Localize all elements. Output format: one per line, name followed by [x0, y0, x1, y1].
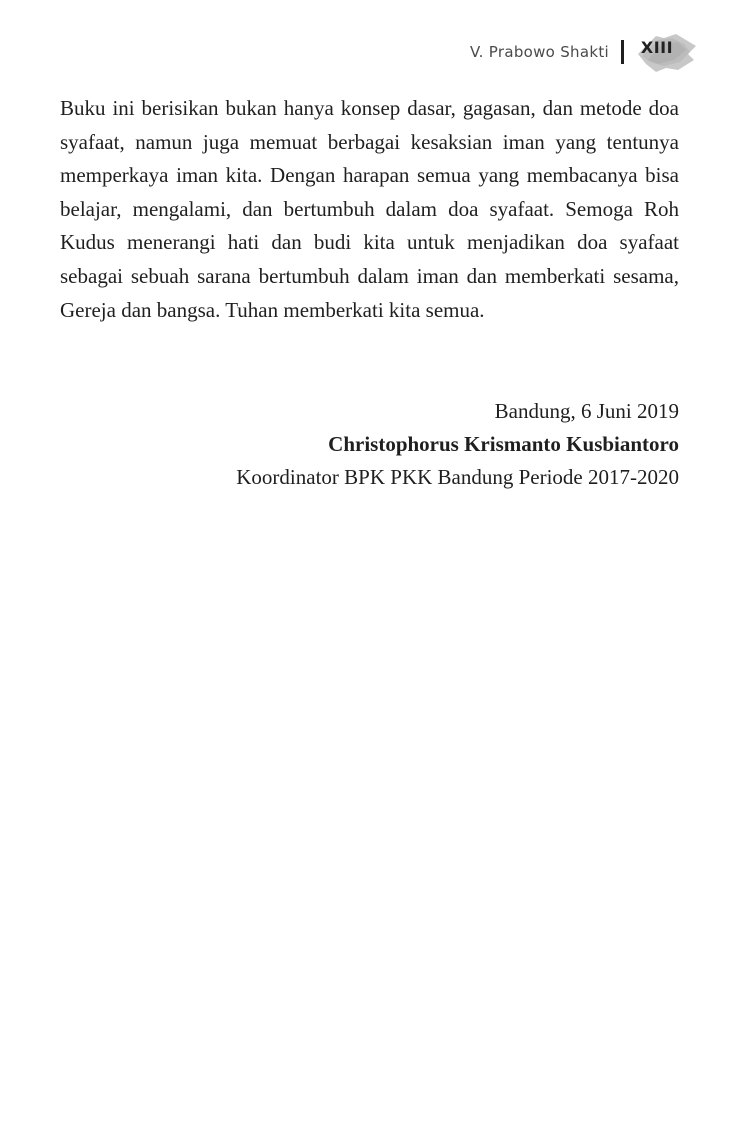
page-number: XIII	[640, 38, 674, 57]
signatory-role: Koordinator BPK PKK Bandung Periode 2017-2020	[236, 465, 679, 489]
header-author: V. Prabowo Shakti	[470, 43, 609, 61]
page-number-badge	[634, 30, 698, 74]
running-header	[470, 30, 698, 74]
header-divider	[621, 40, 624, 64]
signatory-name: Christophorus Krismanto Kusbiantoro	[328, 432, 679, 456]
body-paragraph: Buku ini berisikan bukan hanya konsep dasar, gagasan, dan metode doa syafaat, namun juga memuat berbagai kesaksian iman yang tentunya memperkaya iman kita. Dengan harapan semua yang membacanya bisa belajar, mengalami, dan bertumbuh dalam doa syafaat. Semoga Roh Kudus menerangi hati dan budi kita untuk menjadikan doa syafaat sebagai sebuah sarana bertumbuh dalam iman dan memberkati sesama, Gereja dan bangsa. Tuhan memberkati kita semua.	[60, 96, 679, 322]
place-date: Bandung, 6 Juni 2019	[494, 399, 679, 423]
signature-block	[60, 395, 679, 494]
